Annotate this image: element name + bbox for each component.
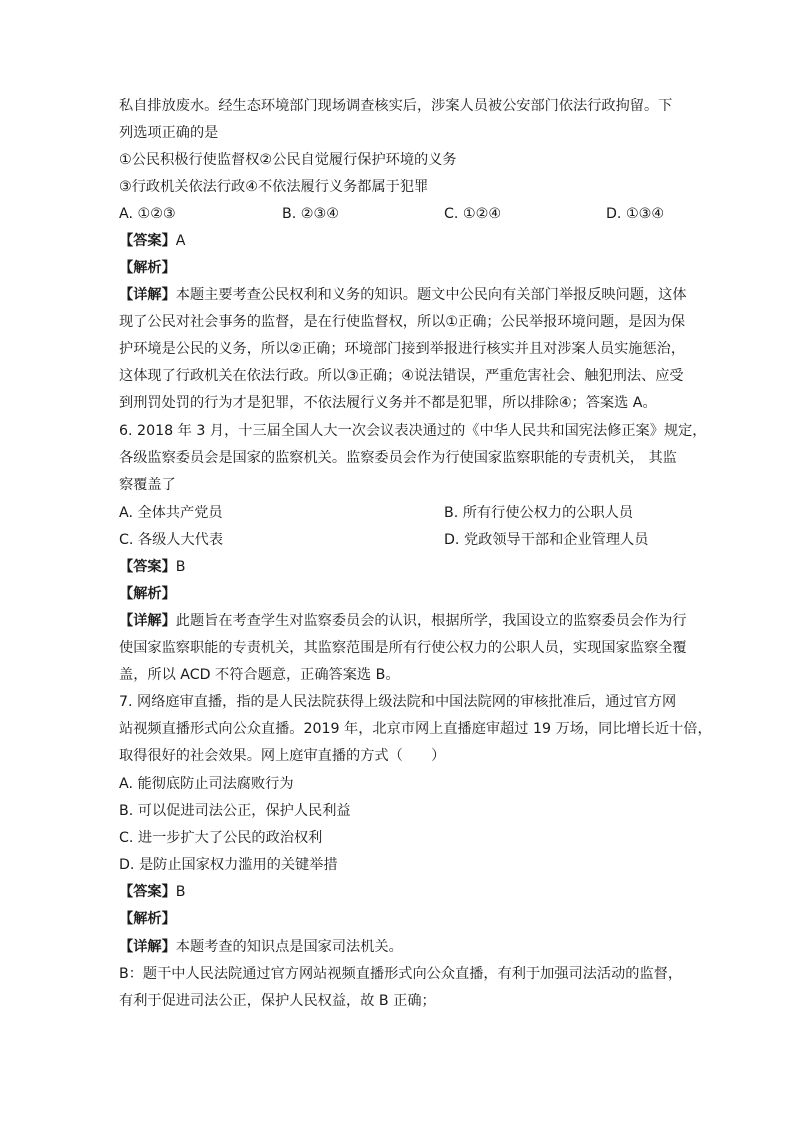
q7-option-d: D. 是防止国家权力滥用的关键举措 xyxy=(119,857,338,873)
q5-detail-line-4: 这体现了行政机关在依法行政。所以③正确；④说法错误，严重危害社会、触犯刑法、应受 xyxy=(119,368,684,384)
answer-label: 【答案】 xyxy=(119,233,176,249)
q5-option-d: D. ①③④ xyxy=(606,206,665,222)
q7-stem-line-1: 7. 网络庭审直播，指的是人民法院获得上级法院和中国法院网的审核批准后，通过官方网 xyxy=(119,694,677,710)
q5-answer xyxy=(119,231,185,251)
q7-stem-line-2: 站视频直播形式向公众直播。2019 年，北京市网上直播庭审超过 19 万场，同比增长近十倍， xyxy=(119,721,712,737)
q6-stem-line-1: 6. 2018 年 3 月，十三届全国人大一次会议表决通过的《中华人民共和国宪法修正案》规定， xyxy=(119,423,707,439)
q7-analysis xyxy=(119,909,176,929)
q7-extra-line-1: B：题干中人民法院通过官方网站视频直播形式向公众直播，有利于加强司法活动的监督， xyxy=(119,966,683,982)
q6-stem-line-3: 察覆盖了 xyxy=(119,477,176,493)
q6-answer xyxy=(119,557,186,577)
detail-label: 【详解】 xyxy=(119,287,176,303)
detail-label: 【详解】 xyxy=(119,613,176,629)
q6-detail-line-1 xyxy=(119,611,687,631)
detail-text: 此题旨在考查学生对监察委员会的认识，根据所学，我国设立的监察委员会作为行 xyxy=(175,613,687,629)
q6-option-a: A. 全体共产党员 xyxy=(119,505,223,521)
q7-extra-line-2: 有利于促进司法公正，保护人民权益，故 B 正确； xyxy=(119,993,436,1009)
q5-item-line-2: ③行政机关依法行政④不依法履行义务都属于犯罪 xyxy=(119,179,429,195)
answer-value: B xyxy=(175,884,186,900)
answer-label: 【答案】 xyxy=(119,559,176,575)
q5-detail-line-2: 现了公民对社会事务的监督，是在行使监督权，所以①正确；公民举报环境问题，是因为保 xyxy=(119,314,686,330)
q7-detail-line-1 xyxy=(119,937,403,957)
detail-text: 本题主要考查公民权利和义务的知识。题文中公民向有关部门举报反映问题，这体 xyxy=(175,287,687,303)
analysis-label: 【解析】 xyxy=(119,260,176,276)
q6-stem-line-2: 各级监察委员会是国家的监察机关。监察委员会作为行使国家监察职能的专责机关， 其监 xyxy=(119,450,677,466)
q7-option-b: B. 可以促进司法公正，保护人民利益 xyxy=(119,803,351,819)
answer-label: 【答案】 xyxy=(119,884,176,900)
answer-value: A xyxy=(175,233,186,249)
q6-option-c: C. 各级人大代表 xyxy=(119,532,224,548)
analysis-label: 【解析】 xyxy=(119,911,176,927)
detail-label: 【详解】 xyxy=(119,939,176,955)
q5-option-a: A. ①②③ xyxy=(119,206,176,222)
q7-answer xyxy=(119,882,186,902)
q5-option-b: B. ②③④ xyxy=(282,206,339,222)
q6-option-d: D. 党政领导干部和企业管理人员 xyxy=(444,532,649,548)
q5-analysis xyxy=(119,258,176,278)
q5-option-c: C. ①②④ xyxy=(444,206,502,222)
q7-option-c: C. 进一步扩大了公民的政治权利 xyxy=(119,830,323,846)
q6-detail-line-2: 使国家监察职能的专责机关，其监察范围是所有行使公权力的公职人员，实现国家监察全覆 xyxy=(119,640,687,656)
answer-value: B xyxy=(175,559,186,575)
q5-item-line-1: ①公民积极行使监督权②公民自觉履行保护环境的义务 xyxy=(119,152,457,168)
q7-stem-line-3: 取得很好的社会效果。网上庭审直播的方式（ ） xyxy=(119,748,446,764)
q7-option-a: A. 能彻底防止司法腐败行为 xyxy=(119,776,294,792)
q5-detail-line-5: 到刑罚处罚的行为才是犯罪，不依法履行义务并不都是犯罪，所以排除④；答案选 A。 xyxy=(119,395,657,411)
q6-analysis xyxy=(119,584,176,604)
analysis-label: 【解析】 xyxy=(119,586,176,602)
detail-text: 本题考查的知识点是国家司法机关。 xyxy=(175,939,403,955)
q5-detail-line-1 xyxy=(119,285,687,305)
q5-detail-line-3: 护环境是公民的义务，所以②正确；环境部门接到举报进行核实并且对涉案人员实施惩治， xyxy=(119,341,686,357)
q6-option-b: B. 所有行使公权力的公职人员 xyxy=(444,505,634,521)
q6-detail-line-3: 盖，所以 ACD 不符合题意，正确答案选 B。 xyxy=(119,667,400,683)
q5-stem-line-2: 列选项正确的是 xyxy=(119,125,219,141)
q5-stem-line-1: 私自排放废水。经生态环境部门现场调查核实后，涉案人员被公安部门依法行政拘留。下 xyxy=(119,98,673,114)
